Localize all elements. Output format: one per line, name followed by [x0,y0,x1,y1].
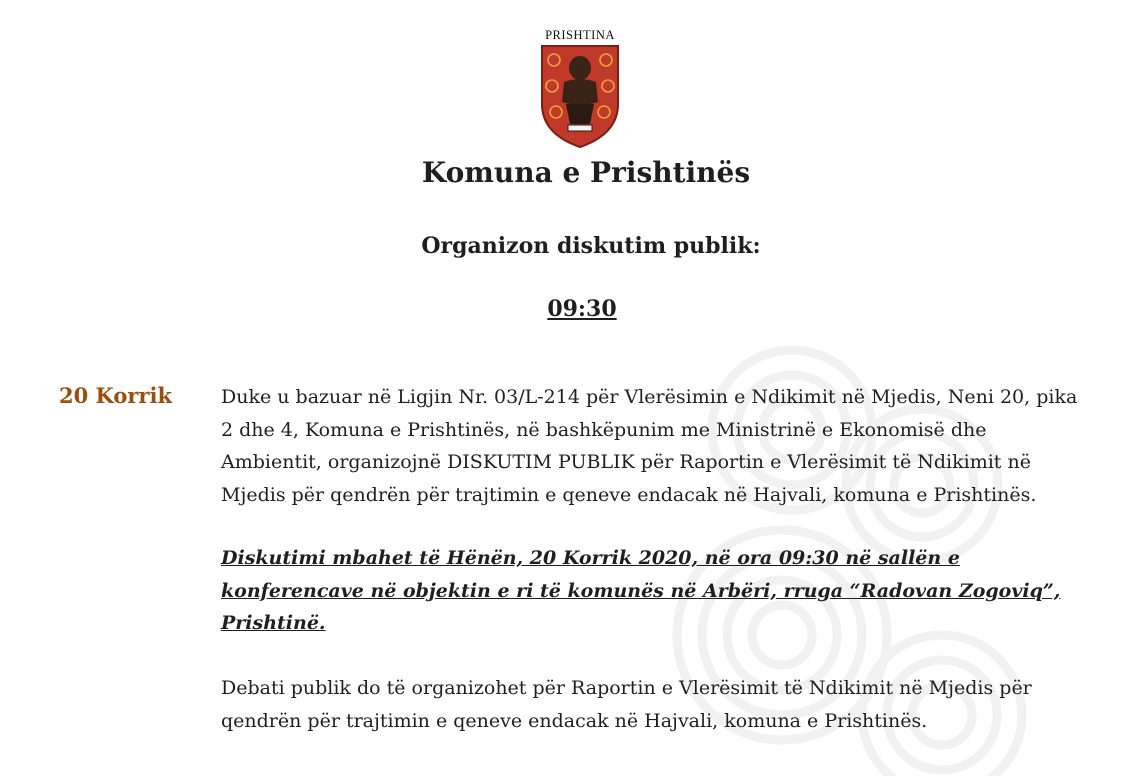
notice-subtitle: Organizon diskutim publik: [421,233,761,259]
event-details-paragraph: Diskutimi mbahet të Hënën, 20 Korrik 2020, në ora 09:30 në sallën e konferencave në objektin e ri të komunës në Arbëri, rruga “Radovan Zogoviq”, Prishtinë. [221,547,1061,634]
date-label: 20 Korrik [59,383,172,408]
debate-topic-paragraph: Debati publik do të organizohet për Raportin e Vlerësimit të Ndikimit në Mjedis për qendrën për trajtimin e qeneve endacak në Hajvali, komuna e Prishtinës. [221,677,1032,732]
event-time: 09:30 [547,296,617,322]
logo-wordmark: PRISHTINA [545,28,615,42]
org-title: Komuna e Prishtinës [421,156,751,189]
legal-basis-paragraph: Duke u bazuar në Ligjin Nr. 03/L-214 për Vlerësimin e Ndikimit në Mjedis, Neni 20, pika 2 dhe 4, Komuna e Prishtinës, në bashkëpunim me Ministrinë e Ekonomisë dhe Ambientit, organizojnë DISKUTIM PUBLIK për Raportin e Vlerësimit të Ndikimit në Mjedis për qendrën për trajtimin e qeneve endacak në Hajvali, komuna e Prishtinës. [221,386,1078,506]
prishtina-coat-of-arms-logo [530,26,630,150]
